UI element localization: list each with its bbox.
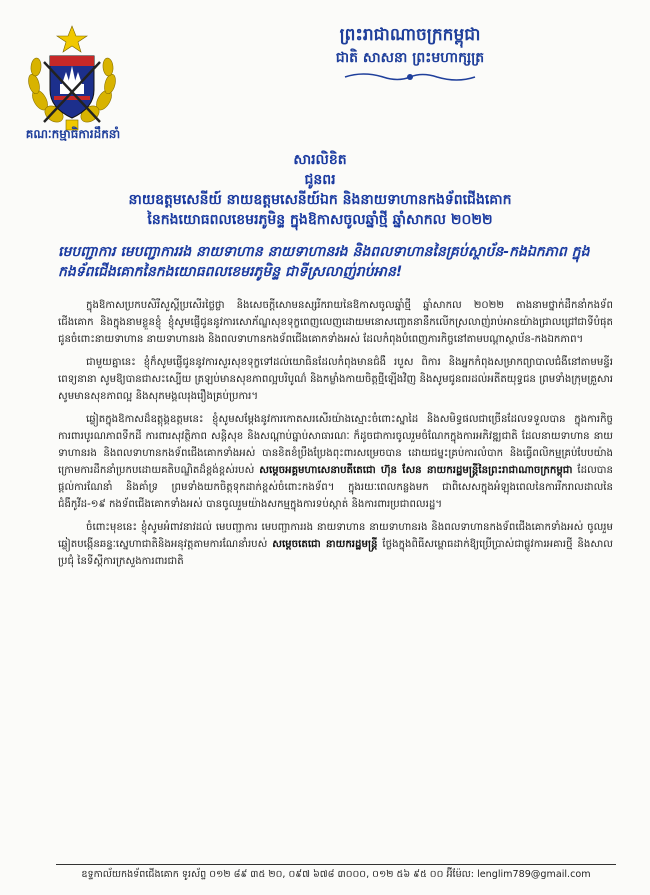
recipients-line: នាយឧត្តមសេនីយ៍ នាយឧត្តមសេនីយ៍ឯក និងនាយទាហានកងទ័ពជើងគោក (128, 192, 512, 208)
paragraph-3-bold: សម្តេចអគ្គមហាសេនាបតីតេជោ ហ៊ុន សែន នាយករដ្ឋមន្ត្រីនៃព្រះរាជាណាចក្រកម្ពុជា (259, 465, 573, 476)
title-block (80, 150, 560, 230)
letter-body (58, 297, 613, 842)
paragraph-4-bold: សម្តេចតេជោ នាយករដ្ឋមន្ត្រី (272, 539, 378, 550)
logo-caption: គណៈកម្មាធិការដឹកនាំ (25, 127, 121, 141)
paragraph-4-text-a: ចំពោះមុខនេះ ខ្ញុំសូមអំពាវនាវដល់ មេបញ្ជាការ មេបញ្ជាការរង នាយទាហាន នាយទាហានរង និងពលទាហានកងទ័ពជើងគោកទាំងអស់ ចូលរួមឆ្លៀតបង្កើនឆន្ទៈស្នេហាជាតិនិងអនុវត្តតាមការណែនាំរបស់ (58, 522, 613, 550)
national-motto: ជាតិ សាសនា ព្រះមហាក្សត្រ (335, 50, 485, 66)
document-type: សារលិខិត (293, 152, 347, 168)
paragraph-4 (58, 519, 613, 570)
footer-divider (56, 864, 616, 865)
occasion-line: នៃកងយោធពលខេមរភូមិន្ទ ក្នុងឱកាសចូលឆ្នាំថ្មី ឆ្នាំសាកល ២០២២ (147, 212, 493, 228)
army-emblem-icon (22, 22, 122, 142)
paragraph-4-text-b: ថ្លែងក្នុងពិធីសម្ពោធដាក់ឱ្យប្រើប្រាស់ជាផ្លូវការអគារថ្មី និងសាលប្រជុំ នៃទីស្តីការក្រសួងការពារជាតិ (58, 539, 613, 567)
paragraph-3 (58, 411, 613, 513)
salutation: មេបញ្ជាការ មេបញ្ជាការរង នាយទាហាន នាយទាហានរង និងពលទាហាននៃគ្រប់ស្ថាប័ន-កងឯកភាព ក្នុងកងទ័ពជើងគោកនៃកងយោធពលខេមរភូមិន្ទ ជាទីស្រលាញ់រាប់អាន! (58, 244, 590, 280)
kingdom-heading: ព្រះរាជាណាចក្រកម្ពុជា (339, 25, 481, 45)
ornament-divider-icon (343, 70, 477, 84)
paragraph-1: ក្នុងឱកាសប្រកបសិរីសួស្តីប្រសើរថ្លៃថ្លា និងសេចក្តីសោមនស្សរីករាយនៃឱកាសចូលឆ្នាំថ្មី ឆ្នាំសាកល ២០២២ តាងនាមថ្នាក់ដឹកនាំកងទ័ពជើងគោក និងក្នុងនាមខ្លួនខ្ញុំ ខ្ញុំសូមផ្ញើជូននូវការសោភ័ណ្ឌសុខទុក្ខពេញលេញដោយមនោសញ្ចេតនានឹកលើកស្រលាញ់រាប់អានយ៉ាងជ្រាលជ្រៅជាទីបំផុត ជូនចំពោះនាយទាហាន នាយទាហានរង និងពលទាហានកងទ័ពជើងគោកទាំងអស់ ដែលកំពុងបំពេញភារកិច្ចនៅតាមបណ្តាស្ថាប័ន-កងឯកភាព។ (58, 300, 613, 345)
document-purpose: ជូនពរ (304, 172, 336, 188)
paragraph-3-text-b: ដែលបានផ្តល់ការណែនាំ និងគាំទ្រ ព្រមទាំងយកចិត្តទុកដាក់ខ្ពស់ចំពោះកងទ័ព។ ក្នុងរយៈពេលកន្លងមក ជាពិសេសក្នុងអំឡុងពេលនៃការរីករាលដាលនៃជំងឺកូវីដ-១៩ កងទ័ពជើងគោកទាំងអស់ បានចូលរួមយ៉ាងសកម្មក្នុងការទប់ស្កាត់ និងការពារប្រជាពលរដ្ឋ។ (58, 465, 613, 510)
footer-contact: ឧទ្ទកាល័យកងទ័ពជើងគោក ទូរស័ព្ទ ០១២ ៨៩ ៣៥ ២០, ០៩៧ ៦៧៨ ៣០០០, ០១២ ៥៦ ៩៥ ០០ អ៊ីម៉ែល: lenglim789@gmail.com (81, 869, 591, 880)
paragraph-2: ជាមួយគ្នានេះ ខ្ញុំក៏សូមផ្ញើជូននូវការសួរសុខទុក្ខទៅដល់យោធិនដែលកំពុងមានជំងឺ របួស ពិការ និងអ្នកកំពុងសម្រាកព្យាបាលជំងឺនៅតាមមន្ទីរពេទ្យនានា សូមឱ្យបានជាសះស្បើយ ត្រឡប់មានសុខភាពល្អបរិបូណ៌ និងកម្លាំងកាយចិត្តថ្មីឡើងវិញ និងសូមជូនពរដល់អតីតយុទ្ធជន ព្រមទាំងក្រុមគ្រួសារ សូមមានសុខភាពល្អ និងសុភមង្គលរុងរឿងគ្រប់ប្រការ។ (58, 357, 613, 402)
paragraph-3-text-a: ឆ្លៀតក្នុងឱកាសដ៏ឧត្តុង្គឧត្តមនេះ ខ្ញុំសូមសម្តែងនូវការកោតសរសើរយ៉ាងស្មោះចំពោះស្នាដៃ និងសមិទ្ធផលជាច្រើនដែលទទួលបាន ក្នុងការកិច្ចការពារបូរណភាពទឹកដី ការពារសុវត្ថិភាព សន្តិសុខ និងសណ្តាប់ធ្នាប់សាធារណៈ ក៏ដូចជាការចូលរួមចំណែកក្នុងការអភិវឌ្ឍជាតិ ដែលនាយទាហាន នាយទាហានរង និងពលទាហានកងទ័ពជើងគោកទាំងអស់ បានខិតខំប្រឹងប្រែងពុះពារសម្រេចបាន ដោយជម្នះគ្រប់ការលំបាក និងធ្វើពលិកម្មគ្រប់បែបយ៉ាង ក្រោមការដឹកនាំប្រកបដោយគតិបណ្ឌិតដ៏ខ្ពង់ខ្ពស់របស់ (58, 414, 613, 476)
